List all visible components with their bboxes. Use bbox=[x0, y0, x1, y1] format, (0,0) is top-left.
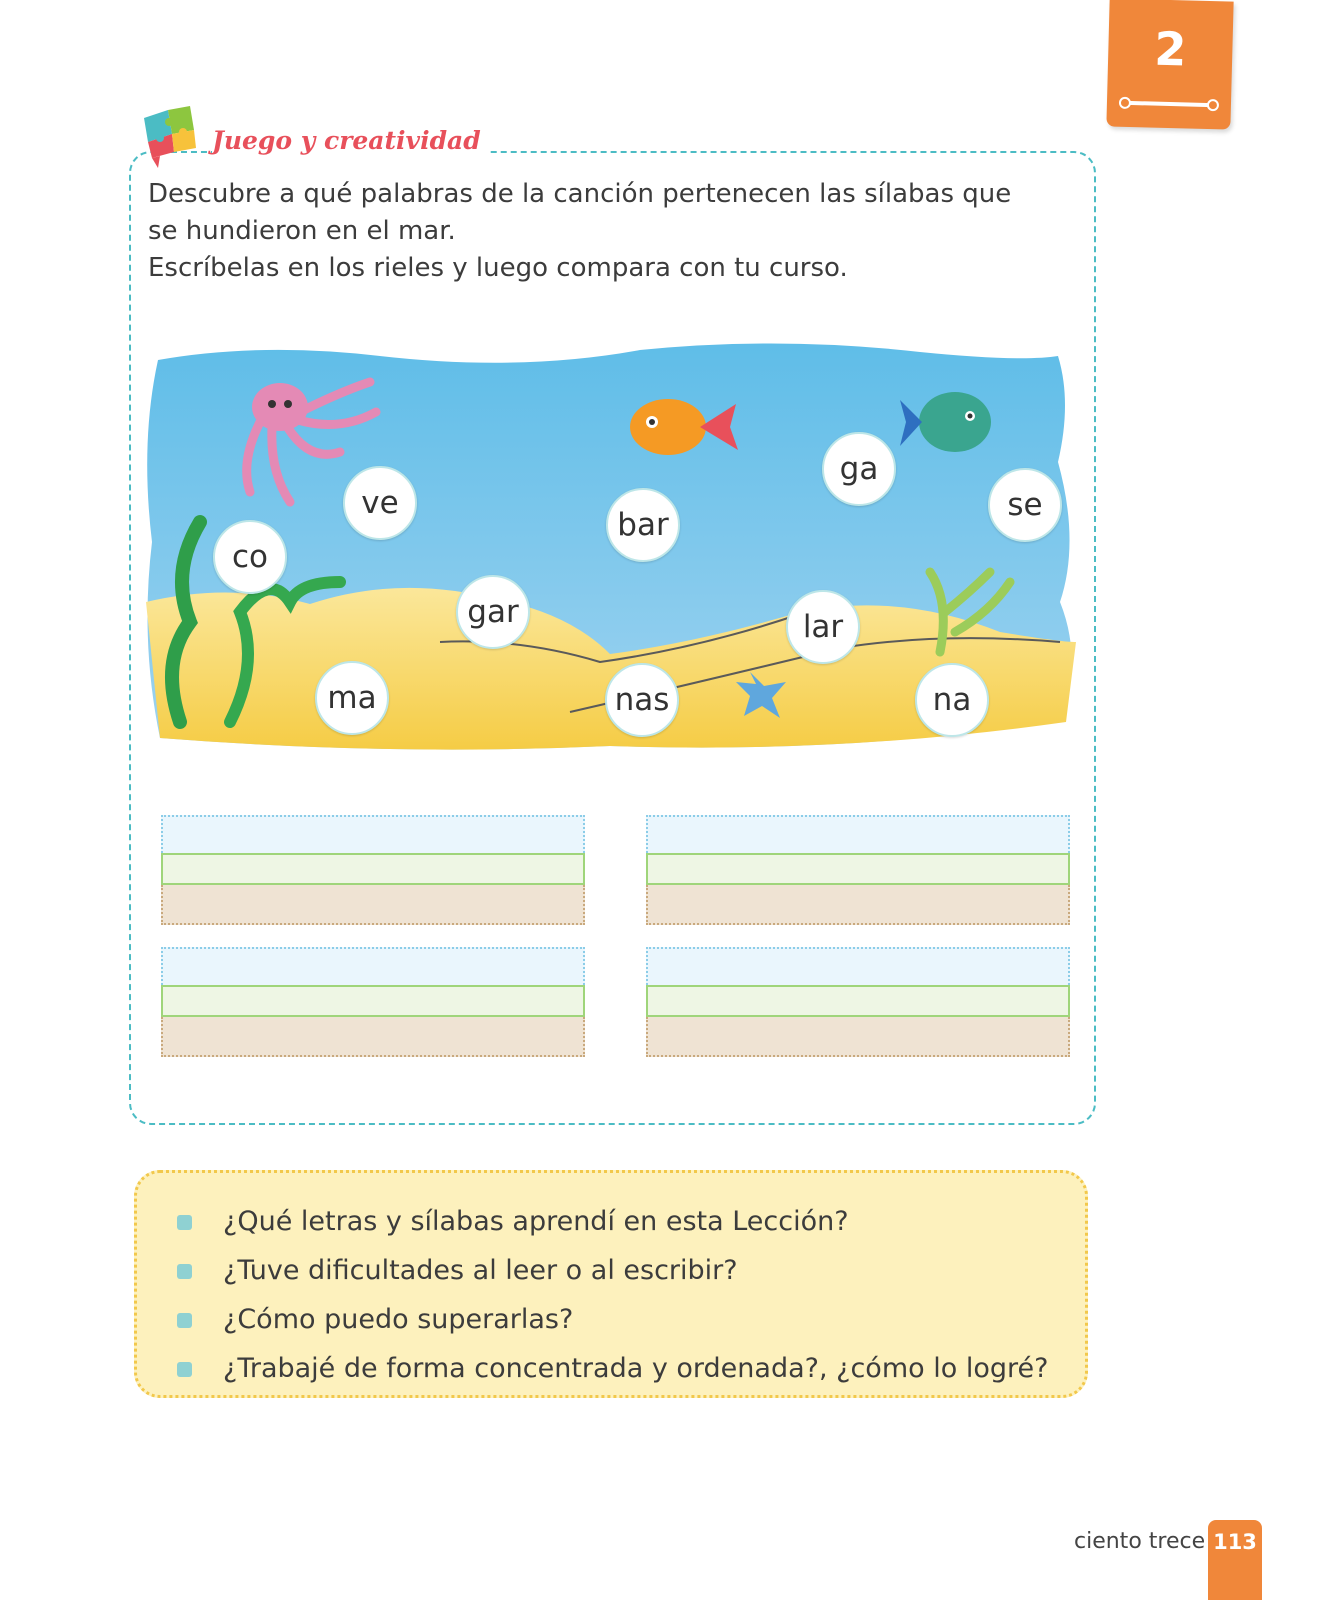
syllable-bubble: ga bbox=[822, 432, 896, 506]
syllable-bubble: bar bbox=[606, 488, 680, 562]
reflection-questions bbox=[177, 1199, 1048, 1395]
reflection-box bbox=[134, 1170, 1088, 1398]
instruction-line: Escríbelas en los rieles y luego compara con tu curso. bbox=[148, 253, 848, 283]
writing-rail[interactable] bbox=[161, 947, 585, 1057]
unit-number: 2 bbox=[1153, 21, 1188, 77]
reflection-question: ¿Cómo puedo superarlas? bbox=[177, 1297, 1048, 1346]
syllable-bubble: ve bbox=[343, 466, 417, 540]
square-bullet-icon bbox=[177, 1362, 192, 1377]
unit-tab-ornament bbox=[1125, 101, 1213, 107]
page-number: 113 bbox=[1213, 1530, 1257, 1554]
syllable-bubble: gar bbox=[456, 575, 530, 649]
page-number-words: ciento trece bbox=[1074, 1529, 1206, 1554]
reflection-question: ¿Qué letras y sílabas aprendí en esta Lección? bbox=[177, 1199, 1048, 1248]
reflection-question: ¿Tuve dificultades al leer o al escribir? bbox=[177, 1248, 1048, 1297]
syllable-bubble: na bbox=[915, 663, 989, 737]
instructions bbox=[148, 176, 1048, 287]
puzzle-speech-icon bbox=[138, 104, 200, 168]
syllable-bubble: nas bbox=[605, 663, 679, 737]
writing-rail[interactable] bbox=[161, 815, 585, 925]
writing-rail[interactable] bbox=[646, 947, 1070, 1057]
syllable-bubble: ma bbox=[315, 661, 389, 735]
writing-rail[interactable] bbox=[646, 815, 1070, 925]
syllable-bubble: co bbox=[213, 520, 287, 594]
unit-tab bbox=[1106, 0, 1233, 130]
square-bullet-icon bbox=[177, 1215, 192, 1230]
instruction-line: Descubre a qué palabras de la canción pertenecen las sílabas que se hundieron en el mar. bbox=[148, 179, 1012, 246]
section-title: Juego y creatividad bbox=[212, 126, 487, 155]
page-number-tab bbox=[1208, 1520, 1262, 1600]
reflection-question: ¿Trabajé de forma concentrada y ordenada?, ¿cómo lo logré? bbox=[177, 1346, 1048, 1395]
syllable-bubble: se bbox=[988, 468, 1062, 542]
square-bullet-icon bbox=[177, 1313, 192, 1328]
syllable-bubble: lar bbox=[786, 590, 860, 664]
square-bullet-icon bbox=[177, 1264, 192, 1279]
